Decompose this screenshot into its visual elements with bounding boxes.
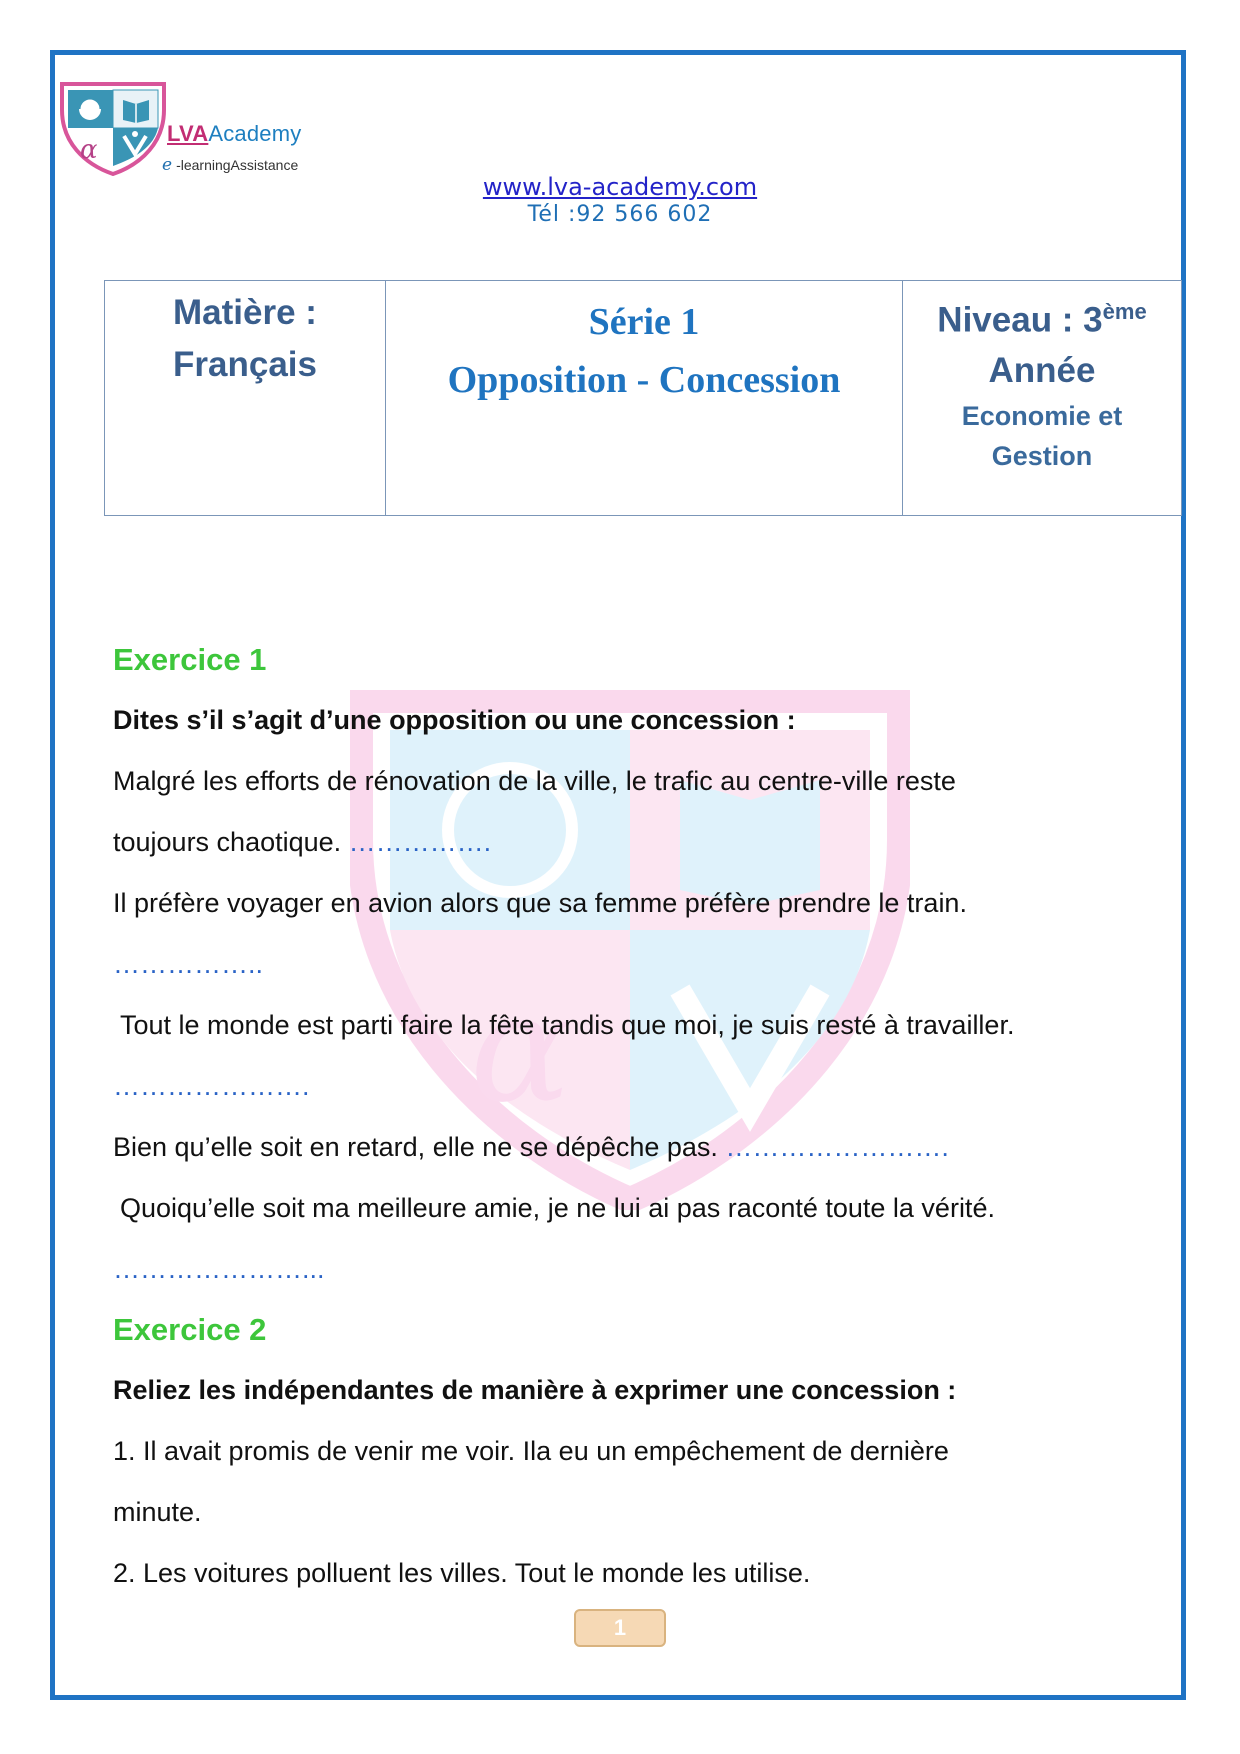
answer-blank[interactable]: …………………. — [113, 1071, 310, 1101]
page-number: 1 — [574, 1609, 666, 1647]
section-line-1: Economie et — [961, 400, 1123, 431]
answer-blank[interactable]: …………………... — [113, 1254, 325, 1284]
level-year: Année — [988, 350, 1096, 390]
exercise-1-line: toujours chaotique. ……………. — [113, 827, 492, 857]
exercise-1-line: Bien qu’elle soit en retard, elle ne se dépêche pas. ……………………. — [113, 1132, 949, 1162]
topic-title: Opposition - Concession — [447, 359, 841, 401]
website-link[interactable]: www.lva-academy.com — [482, 173, 758, 201]
svg-text:α: α — [470, 962, 572, 1136]
section-line-2: Gestion — [991, 440, 1093, 471]
brand-name: LVAAcademy — [167, 121, 302, 146]
exercise-1-instruction: Dites s’il s’agit d’une opposition ou une concession : — [113, 705, 796, 735]
exercise-2-instruction: Reliez les indépendantes de manière à exprimer une concession : — [113, 1375, 957, 1405]
answer-blank[interactable]: ……………. — [348, 827, 492, 857]
series-cell — [385, 281, 902, 515]
title-table — [104, 280, 1182, 516]
subject-cell — [105, 281, 385, 515]
exercise-1-line: Tout le monde est parti faire la fête tandis que moi, je suis resté à travailler. — [120, 1010, 1015, 1040]
lva-academy-logo — [58, 80, 168, 176]
subject-label: Matière : — [173, 293, 317, 332]
exercise-2-line: minute. — [113, 1497, 202, 1527]
exercise-1-line: Malgré les efforts de rénovation de la ville, le trafic au centre-ville reste — [113, 766, 956, 796]
exercise-2-line: 2. Les voitures polluent les villes. Tout le monde les utilise. — [113, 1558, 811, 1588]
svg-text:α: α — [80, 135, 98, 165]
subject-value: Français — [173, 345, 317, 384]
exercise-content — [113, 630, 1143, 1604]
exercise-1-line: Il préfère voyager en avion alors que sa femme préfère prendre le train. — [113, 888, 967, 918]
brand-tagline: e -learningAssistance — [162, 155, 299, 175]
exercise-1-line: Quoiqu’elle soit ma meilleure amie, je ne lui ai pas raconté toute la vérité. — [120, 1193, 995, 1223]
exercise-2-line: 1. Il avait promis de venir me voir. Ila eu un empêchement de dernière — [113, 1436, 949, 1466]
exercise-1-title: Exercice 1 — [113, 642, 267, 677]
phone-number: Tél :92 566 602 — [527, 202, 713, 227]
answer-blank[interactable]: …………….. — [113, 949, 264, 979]
answer-blank[interactable]: ……………………. — [725, 1132, 949, 1162]
level-label: Niveau : 3ème — [937, 299, 1147, 340]
level-cell — [902, 281, 1181, 515]
series-title: Série 1 — [588, 301, 700, 343]
exercise-2-title: Exercice 2 — [113, 1312, 267, 1347]
